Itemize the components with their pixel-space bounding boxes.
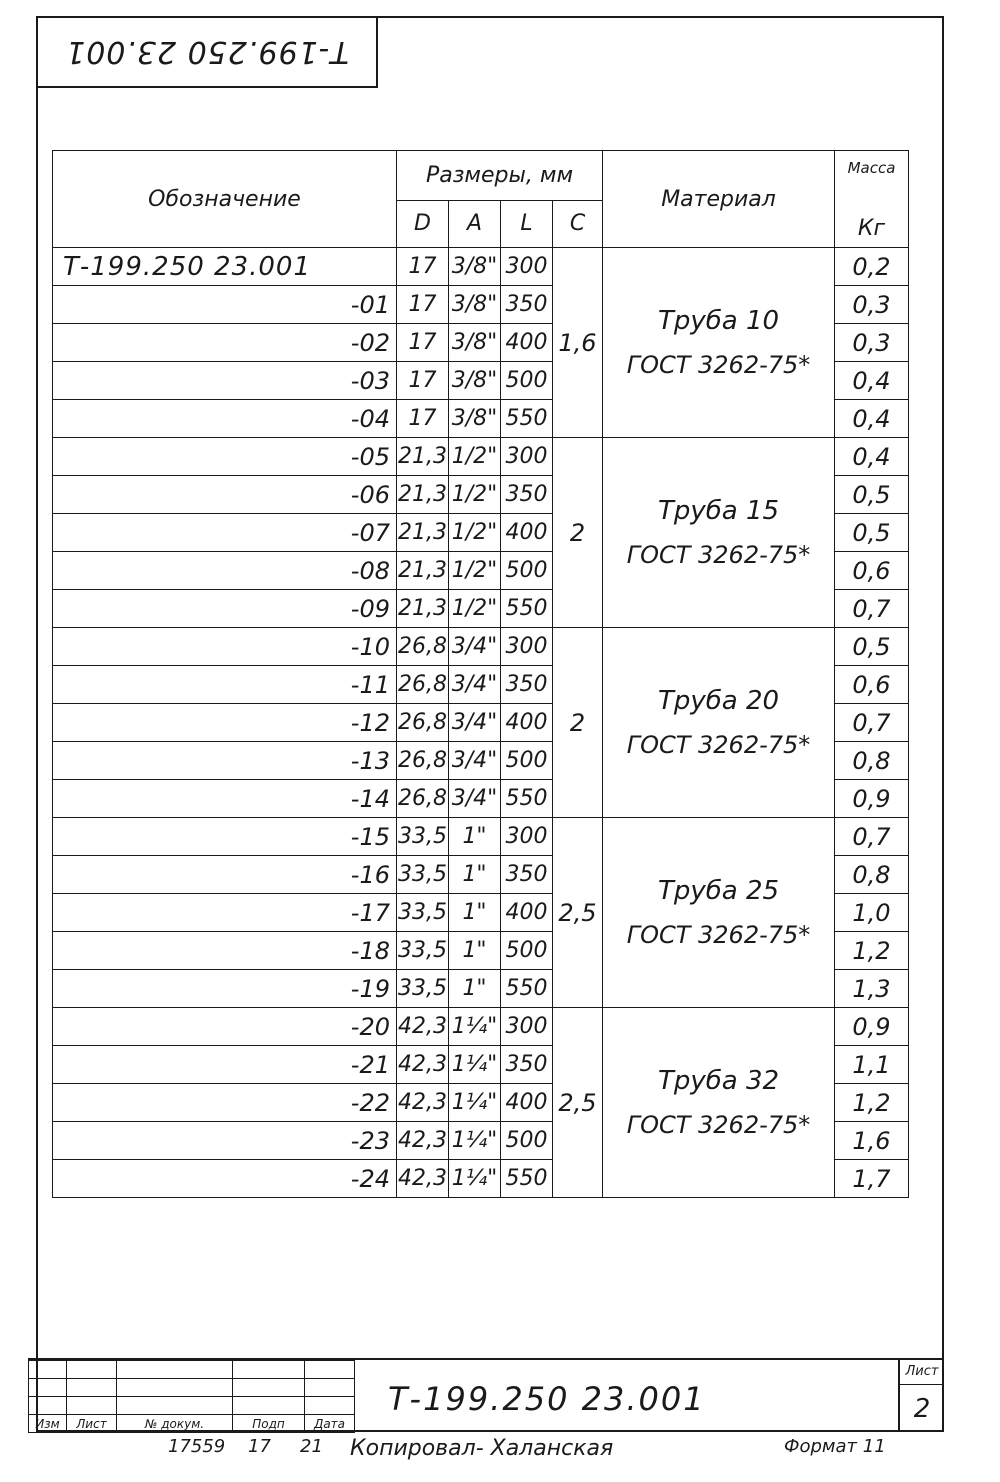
material-cell: [603, 438, 835, 628]
l-cell: 500: [501, 552, 553, 590]
material-cell: [603, 818, 835, 1008]
designation-cell: -03: [53, 362, 397, 400]
mass-cell: 0,2: [835, 248, 909, 286]
d-cell: 21,3: [397, 476, 449, 514]
d-cell: 17: [397, 324, 449, 362]
a-cell: 1/2": [449, 476, 501, 514]
l-cell: 350: [501, 476, 553, 514]
designation-cell: -14: [53, 780, 397, 818]
material-cell: [603, 248, 835, 438]
d-cell: 21,3: [397, 514, 449, 552]
mass-cell: 0,6: [835, 552, 909, 590]
d-cell: 26,8: [397, 666, 449, 704]
d-cell: 21,3: [397, 590, 449, 628]
d-cell: 17: [397, 400, 449, 438]
header-mass-label: Масса: [847, 159, 896, 177]
material-name: Труба 32: [657, 1065, 780, 1096]
table-row: [53, 438, 909, 476]
d-cell: 26,8: [397, 780, 449, 818]
mass-cell: 0,4: [835, 438, 909, 476]
a-cell: 1/2": [449, 514, 501, 552]
mass-cell: 0,4: [835, 362, 909, 400]
a-cell: 1": [449, 894, 501, 932]
mass-cell: 0,3: [835, 286, 909, 324]
c-cell: 1,6: [553, 248, 603, 438]
l-cell: 550: [501, 780, 553, 818]
l-cell: 350: [501, 666, 553, 704]
a-cell: 1": [449, 970, 501, 1008]
designation-cell: -21: [53, 1046, 397, 1084]
header-row-1: [53, 151, 909, 201]
c-cell: 2,5: [553, 1008, 603, 1198]
footer-n1: 17: [248, 1436, 271, 1457]
mass-cell: 1,3: [835, 970, 909, 1008]
l-cell: 500: [501, 932, 553, 970]
material-name: Труба 10: [657, 305, 780, 336]
l-cell: 400: [501, 514, 553, 552]
material-cell: [603, 1008, 835, 1198]
a-cell: 1": [449, 856, 501, 894]
designation-cell: -08: [53, 552, 397, 590]
d-cell: 17: [397, 286, 449, 324]
mass-cell: 1,7: [835, 1160, 909, 1198]
d-cell: 17: [397, 362, 449, 400]
designation-cell: -16: [53, 856, 397, 894]
footer-inv: 17559: [168, 1436, 226, 1457]
mass-cell: 0,8: [835, 856, 909, 894]
designation-cell: -15: [53, 818, 397, 856]
designation-cell: -01: [53, 286, 397, 324]
d-cell: 33,5: [397, 932, 449, 970]
c-cell: 2,5: [553, 818, 603, 1008]
title-block: [28, 1358, 944, 1432]
mass-cell: 0,4: [835, 400, 909, 438]
designation-cell: -06: [53, 476, 397, 514]
designation-cell: -22: [53, 1084, 397, 1122]
a-cell: 1": [449, 818, 501, 856]
d-cell: 21,3: [397, 438, 449, 476]
designation-cell: -23: [53, 1122, 397, 1160]
material-name: Труба 15: [657, 495, 780, 526]
mass-cell: 0,9: [835, 780, 909, 818]
l-cell: 500: [501, 1122, 553, 1160]
mass-cell: 0,5: [835, 476, 909, 514]
l-cell: 300: [501, 1008, 553, 1046]
designation-cell: Т-199.250 23.001: [53, 248, 397, 286]
table-row: [53, 1008, 909, 1046]
d-cell: 21,3: [397, 552, 449, 590]
header-material: Материал: [603, 151, 835, 248]
designation-cell: -07: [53, 514, 397, 552]
designation-cell: -02: [53, 324, 397, 362]
footer-copied: Копировал- Халанская: [350, 1436, 614, 1461]
mass-cell: 1,2: [835, 1084, 909, 1122]
mass-cell: 1,1: [835, 1046, 909, 1084]
d-cell: 17: [397, 248, 449, 286]
title-block-code: Т-199.250 23.001: [388, 1380, 706, 1418]
l-cell: 550: [501, 400, 553, 438]
a-cell: 1¼": [449, 1008, 501, 1046]
designation-cell: -24: [53, 1160, 397, 1198]
material-standard: ГОСТ 3262-75*: [626, 1110, 811, 1139]
a-cell: 3/4": [449, 704, 501, 742]
material-standard: ГОСТ 3262-75*: [626, 730, 811, 759]
a-cell: 1¼": [449, 1084, 501, 1122]
header-mass: [835, 151, 909, 248]
designation-cell: -19: [53, 970, 397, 1008]
l-cell: 400: [501, 324, 553, 362]
a-cell: 1¼": [449, 1046, 501, 1084]
a-cell: 1": [449, 932, 501, 970]
l-cell: 300: [501, 818, 553, 856]
l-cell: 400: [501, 704, 553, 742]
header-designation: Обозначение: [53, 151, 397, 248]
l-cell: 550: [501, 590, 553, 628]
specification-table: [52, 150, 909, 1198]
designation-cell: -09: [53, 590, 397, 628]
designation-cell: -18: [53, 932, 397, 970]
l-cell: 300: [501, 248, 553, 286]
a-cell: 1¼": [449, 1160, 501, 1198]
mass-cell: 1,2: [835, 932, 909, 970]
d-cell: 33,5: [397, 970, 449, 1008]
mass-cell: 0,3: [835, 324, 909, 362]
header-sizes: Размеры, мм: [397, 151, 603, 201]
tb-data: Дата: [305, 1415, 355, 1433]
mass-cell: 0,7: [835, 818, 909, 856]
designation-cell: -05: [53, 438, 397, 476]
material-name: Труба 25: [657, 875, 780, 906]
stamp-code: Т-199.250 23.001: [65, 34, 349, 70]
mass-cell: 1,0: [835, 894, 909, 932]
sheet-label: Лист: [900, 1360, 944, 1385]
title-block-sheet: [898, 1360, 944, 1432]
a-cell: 3/8": [449, 400, 501, 438]
a-cell: 1/2": [449, 590, 501, 628]
a-cell: 3/4": [449, 628, 501, 666]
material-standard: ГОСТ 3262-75*: [626, 920, 811, 949]
mass-cell: 0,9: [835, 1008, 909, 1046]
a-cell: 3/4": [449, 742, 501, 780]
d-cell: 42,3: [397, 1008, 449, 1046]
d-cell: 33,5: [397, 856, 449, 894]
d-cell: 42,3: [397, 1160, 449, 1198]
header-col-d: D: [397, 200, 449, 248]
mass-cell: 0,7: [835, 704, 909, 742]
header-mass-unit: Кг: [857, 216, 886, 241]
a-cell: 3/4": [449, 780, 501, 818]
a-cell: 3/8": [449, 362, 501, 400]
tb-doc-no: № докум.: [117, 1415, 233, 1433]
mass-cell: 0,5: [835, 514, 909, 552]
a-cell: 1/2": [449, 552, 501, 590]
a-cell: 3/8": [449, 286, 501, 324]
material-name: Труба 20: [657, 685, 780, 716]
rotated-stamp: [36, 16, 378, 88]
l-cell: 350: [501, 1046, 553, 1084]
tb-list: Лист: [67, 1415, 117, 1433]
designation-cell: -20: [53, 1008, 397, 1046]
material-cell: [603, 628, 835, 818]
d-cell: 33,5: [397, 818, 449, 856]
l-cell: 400: [501, 894, 553, 932]
l-cell: 350: [501, 286, 553, 324]
mass-cell: 0,7: [835, 590, 909, 628]
sheet-number: 2: [913, 1394, 931, 1424]
l-cell: 350: [501, 856, 553, 894]
mass-cell: 0,5: [835, 628, 909, 666]
table-row: [53, 628, 909, 666]
material-standard: ГОСТ 3262-75*: [626, 350, 811, 379]
d-cell: 26,8: [397, 704, 449, 742]
footer-format: Формат 11: [784, 1436, 886, 1457]
d-cell: 33,5: [397, 894, 449, 932]
designation-cell: -04: [53, 400, 397, 438]
d-cell: 26,8: [397, 742, 449, 780]
table-row: [53, 818, 909, 856]
c-cell: 2: [553, 438, 603, 628]
l-cell: 500: [501, 742, 553, 780]
mass-cell: 0,8: [835, 742, 909, 780]
tb-podp: Подп: [233, 1415, 305, 1433]
header-col-a: A: [449, 200, 501, 248]
l-cell: 400: [501, 1084, 553, 1122]
designation-cell: -10: [53, 628, 397, 666]
material-standard: ГОСТ 3262-75*: [626, 540, 811, 569]
d-cell: 42,3: [397, 1046, 449, 1084]
d-cell: 42,3: [397, 1084, 449, 1122]
l-cell: 550: [501, 970, 553, 1008]
tb-izm: Изм: [29, 1415, 67, 1433]
l-cell: 550: [501, 1160, 553, 1198]
designation-cell: -17: [53, 894, 397, 932]
a-cell: 1/2": [449, 438, 501, 476]
title-block-grid: [28, 1360, 355, 1433]
l-cell: 300: [501, 628, 553, 666]
a-cell: 3/8": [449, 324, 501, 362]
footer-n2: 21: [300, 1436, 323, 1457]
header-col-l: L: [501, 200, 553, 248]
d-cell: 26,8: [397, 628, 449, 666]
table-row: [53, 248, 909, 286]
l-cell: 500: [501, 362, 553, 400]
designation-cell: -11: [53, 666, 397, 704]
header-col-c: C: [553, 200, 603, 248]
a-cell: 3/8": [449, 248, 501, 286]
c-cell: 2: [553, 628, 603, 818]
a-cell: 3/4": [449, 666, 501, 704]
a-cell: 1¼": [449, 1122, 501, 1160]
designation-cell: -12: [53, 704, 397, 742]
mass-cell: 1,6: [835, 1122, 909, 1160]
l-cell: 300: [501, 438, 553, 476]
d-cell: 42,3: [397, 1122, 449, 1160]
mass-cell: 0,6: [835, 666, 909, 704]
designation-cell: -13: [53, 742, 397, 780]
